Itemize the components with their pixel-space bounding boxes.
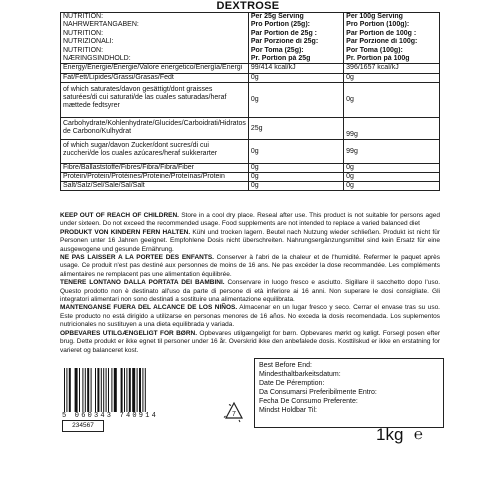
header-25g-line: Pro Portion (25g): — [250, 21, 310, 29]
header-100g-line: Per 100g Serving — [346, 13, 403, 20]
row-value-25g: 0g — [248, 182, 343, 191]
row-label: Salt/Salz/Sel/Sale/Sal/Salt — [61, 182, 249, 191]
best-before-line: Mindst Holdbar Til: — [259, 407, 317, 414]
warning-body: Kühl und trocken lagern. Beutel nach Nutzung wieder schließen. Produkt ist nicht für Personen unter 16 Jahren geeignet. Empfohlene Dosis nicht überschreiten. Nahrungsergänzungsmittel sind kein Ersatz für eine ausgewogene und gesunde Ernährung. — [60, 228, 440, 253]
table-header-row — [61, 13, 440, 64]
header-25g-line: Par Porzione di 25g: — [250, 38, 319, 46]
warning-paragraph-da — [60, 330, 440, 355]
warning-body: Opbevares utilgængeligt for børn. Opbevares mørkt og køligt. Forsegl posen efter brug. Dette produkt er ikke egnet til personer under 16 år. Overskrid ikke den anbefalede dosis. Kosttilskud er ikke en erstatning for varieret og balanceret kost. — [60, 329, 440, 354]
barcode-bar — [69, 368, 71, 412]
warning-paragraph-de — [60, 229, 440, 254]
header-25g-line: Pr. Portion på 25g — [250, 54, 311, 62]
warnings-text — [60, 212, 440, 355]
barcode-bar — [64, 368, 65, 412]
barcode-bar — [87, 368, 89, 412]
warning-paragraph-en — [60, 212, 440, 229]
header-label: NUTRIZIONALI: — [63, 38, 114, 46]
header-100g — [344, 13, 440, 64]
row-label: Protein/Protein/Protéines/Proteine/Proteínas/Protein — [61, 173, 249, 182]
barcode-bar — [79, 368, 80, 412]
estimated-sign: ℮ — [414, 426, 424, 443]
header-labels — [61, 13, 249, 64]
warning-paragraph-fr — [60, 254, 440, 279]
barcode-bar — [142, 368, 143, 412]
row-label: Fat/Fett/Lipides/Grassi/Grasas/Fedt — [61, 74, 249, 83]
barcode-bar — [126, 368, 127, 412]
barcode-bar — [108, 368, 109, 412]
barcode-icon — [62, 368, 176, 412]
best-before-line: Date De Péremption: — [259, 380, 325, 387]
barcode-number: 5 060343 740914 — [62, 412, 159, 420]
row-label: Energy/Energie/Energie/Valore energetico/Energía/Energi — [61, 64, 249, 74]
header-100g-line: Por Toma (100g): — [346, 46, 403, 54]
row-value-100g: 0g — [344, 182, 440, 191]
barcode-bar — [121, 368, 123, 412]
net-weight: 1kg — [376, 425, 404, 444]
row-value-100g: 0g — [344, 74, 440, 83]
barcode-bar — [85, 368, 86, 412]
header-label: NUTRITION: — [63, 46, 104, 54]
barcode-bar — [82, 368, 83, 412]
barcode-bar — [129, 368, 131, 412]
row-value-25g: 0g — [248, 140, 343, 164]
row-label: Fibre/Ballaststoffe/Fibres/Fibra/Fibra/Fiber — [61, 164, 249, 173]
header-label: NÆRINGSINDHOLD: — [63, 54, 131, 62]
warning-heading: NE PAS LAISSER A LA PORTEE DES ENFANTS. — [60, 254, 214, 262]
best-before-line: Mindesthaltbarkeitsdatum: — [259, 371, 341, 378]
header-label: NÄHRWERTANGABEN: — [63, 21, 139, 29]
best-before-line: Da Consumarsi Preferibilmente Entro: — [259, 389, 377, 396]
barcode-bar — [95, 368, 96, 412]
barcode-bar — [91, 368, 92, 412]
row-label: of which sugar/davon Zucker/dont sucres/di cui zuccheri/de los cuales azúcares/heraf sukkerarter — [61, 140, 249, 164]
best-before-box — [254, 358, 444, 428]
row-label: Carbohydrate/Kohlenhydrate/Glucides/Carboidrati/Hidratos de Carbono/Kulhydrat — [61, 118, 249, 140]
table-row — [61, 140, 440, 164]
warning-paragraph-es — [60, 304, 440, 329]
header-25g — [248, 13, 343, 64]
row-value-25g: 0g — [248, 164, 343, 173]
warning-heading: MANTENGANSE FUERA DEL ALCANCE DE LOS NIÑOS. — [60, 304, 238, 312]
row-value-100g: 0g — [344, 83, 440, 118]
warning-body: Store in a cool dry place. Reseal after use. This product is not suitable for persons aged under sixteen. Do not exceed the recommended usage. Food supplements are not intended to replace a varied balanced diet — [60, 212, 440, 228]
row-value-25g: 0g — [248, 173, 343, 182]
barcode-bar — [111, 368, 112, 412]
table-row — [61, 164, 440, 173]
table-row — [61, 83, 440, 118]
barcode-bar — [97, 368, 99, 412]
barcode-bar — [75, 368, 78, 412]
header-25g-line: Par Portion de 25g : — [250, 29, 317, 37]
table-row — [61, 173, 440, 182]
warning-body: Conserver à l'abri de la chaleur et de l'humidité. Refermer le paquet après usage. Ce produit n'est pas destiné aux personnes de moins de 16 ans. Ne pas excéder la dose recommandée. Les compléments alimentaires ne remplacent pas une alimentation équilibrée. — [60, 254, 440, 278]
row-value-25g: 99/414 kcal/kJ — [248, 64, 343, 74]
header-25g-line: Por Toma (25g): — [250, 46, 304, 54]
warning-heading: TENERE LONTANO DALLA PORTATA DEI BAMBINI. — [60, 279, 225, 287]
warning-body: Conservare in luogo fresco e asciutto. Sigillare il sacchetto dopo l'uso. Questo prodotto non è destinato all'uso da parte di persone di età inferiore ai 16 anni. Non superare le dosi consigliate. Gli integratori alimentari non sono destinati a sostituire una alimentazione equilibrata. — [60, 279, 440, 304]
row-value-100g: 0g — [344, 164, 440, 173]
row-value-25g: 25g — [248, 118, 343, 140]
header-100g-line: Par Porzione di 100g: — [346, 38, 418, 46]
warning-body: Almacenar en un lugar fresco y seco. Cerrar el envase tras su uso. Este producto no está dirigido a utilizarse en personas menores de 16 años. No exceda la dosis recomendada. Los suplementos nutricionales no sustituyen a una dieta equilibrada y variada. — [60, 304, 440, 329]
table-row — [61, 64, 440, 74]
nutrition-table — [60, 12, 440, 191]
warning-paragraph-it — [60, 279, 440, 304]
barcode-bar — [124, 368, 125, 412]
warning-heading: PRODUKT VON KINDERN FERN HALTEN. — [60, 228, 191, 236]
warning-heading: OPBEVARES UTILGÆNGELIGT FOR BØRN. — [60, 329, 198, 337]
header-25g-line: Per 25g Serving — [250, 13, 304, 20]
best-before-line: Fecha De Consumo Preferente: — [259, 398, 358, 405]
barcode-bar — [137, 368, 138, 412]
best-before-line: Best Before End: — [259, 362, 312, 369]
row-label: of which saturates/davon gesättigt/dont graisses saturées/di cui saturati/de las cuales saturadas/heraf mættede fedtsyrer — [61, 83, 249, 118]
warning-heading: KEEP OUT OF REACH OF CHILDREN. — [60, 212, 179, 219]
table-row — [61, 74, 440, 83]
row-value-100g: 99g — [344, 118, 440, 140]
table-row — [61, 118, 440, 140]
header-100g-line: Par Portion de 100g : — [346, 29, 417, 37]
row-value-100g: 396/1657 kcal/kJ — [344, 64, 440, 74]
row-value-25g: 0g — [248, 74, 343, 83]
lot-number: 234567 — [62, 420, 104, 432]
barcode-bar — [101, 368, 102, 412]
barcode-bar — [106, 368, 107, 412]
recycle-code: 7 — [232, 411, 236, 418]
row-value-100g: 99g — [344, 140, 440, 164]
row-value-100g: 0g — [344, 173, 440, 182]
header-100g-line: Pro Portion (100g): — [346, 21, 410, 29]
barcode-bar — [114, 368, 117, 412]
row-value-25g: 0g — [248, 83, 343, 118]
recycle-icon — [223, 401, 245, 423]
header-label: NUTRITION: — [63, 29, 104, 37]
barcode-bar — [103, 368, 104, 412]
barcode-bar — [145, 368, 146, 412]
product-title: DEXTROSE — [216, 0, 280, 12]
header-100g-line: Pr. Portion på 100g — [346, 54, 410, 62]
barcode-bar — [66, 368, 67, 412]
table-row — [61, 182, 440, 191]
barcode-bar — [132, 368, 135, 412]
barcode-bar — [139, 368, 141, 412]
header-label: NUTRITION: — [63, 13, 104, 20]
